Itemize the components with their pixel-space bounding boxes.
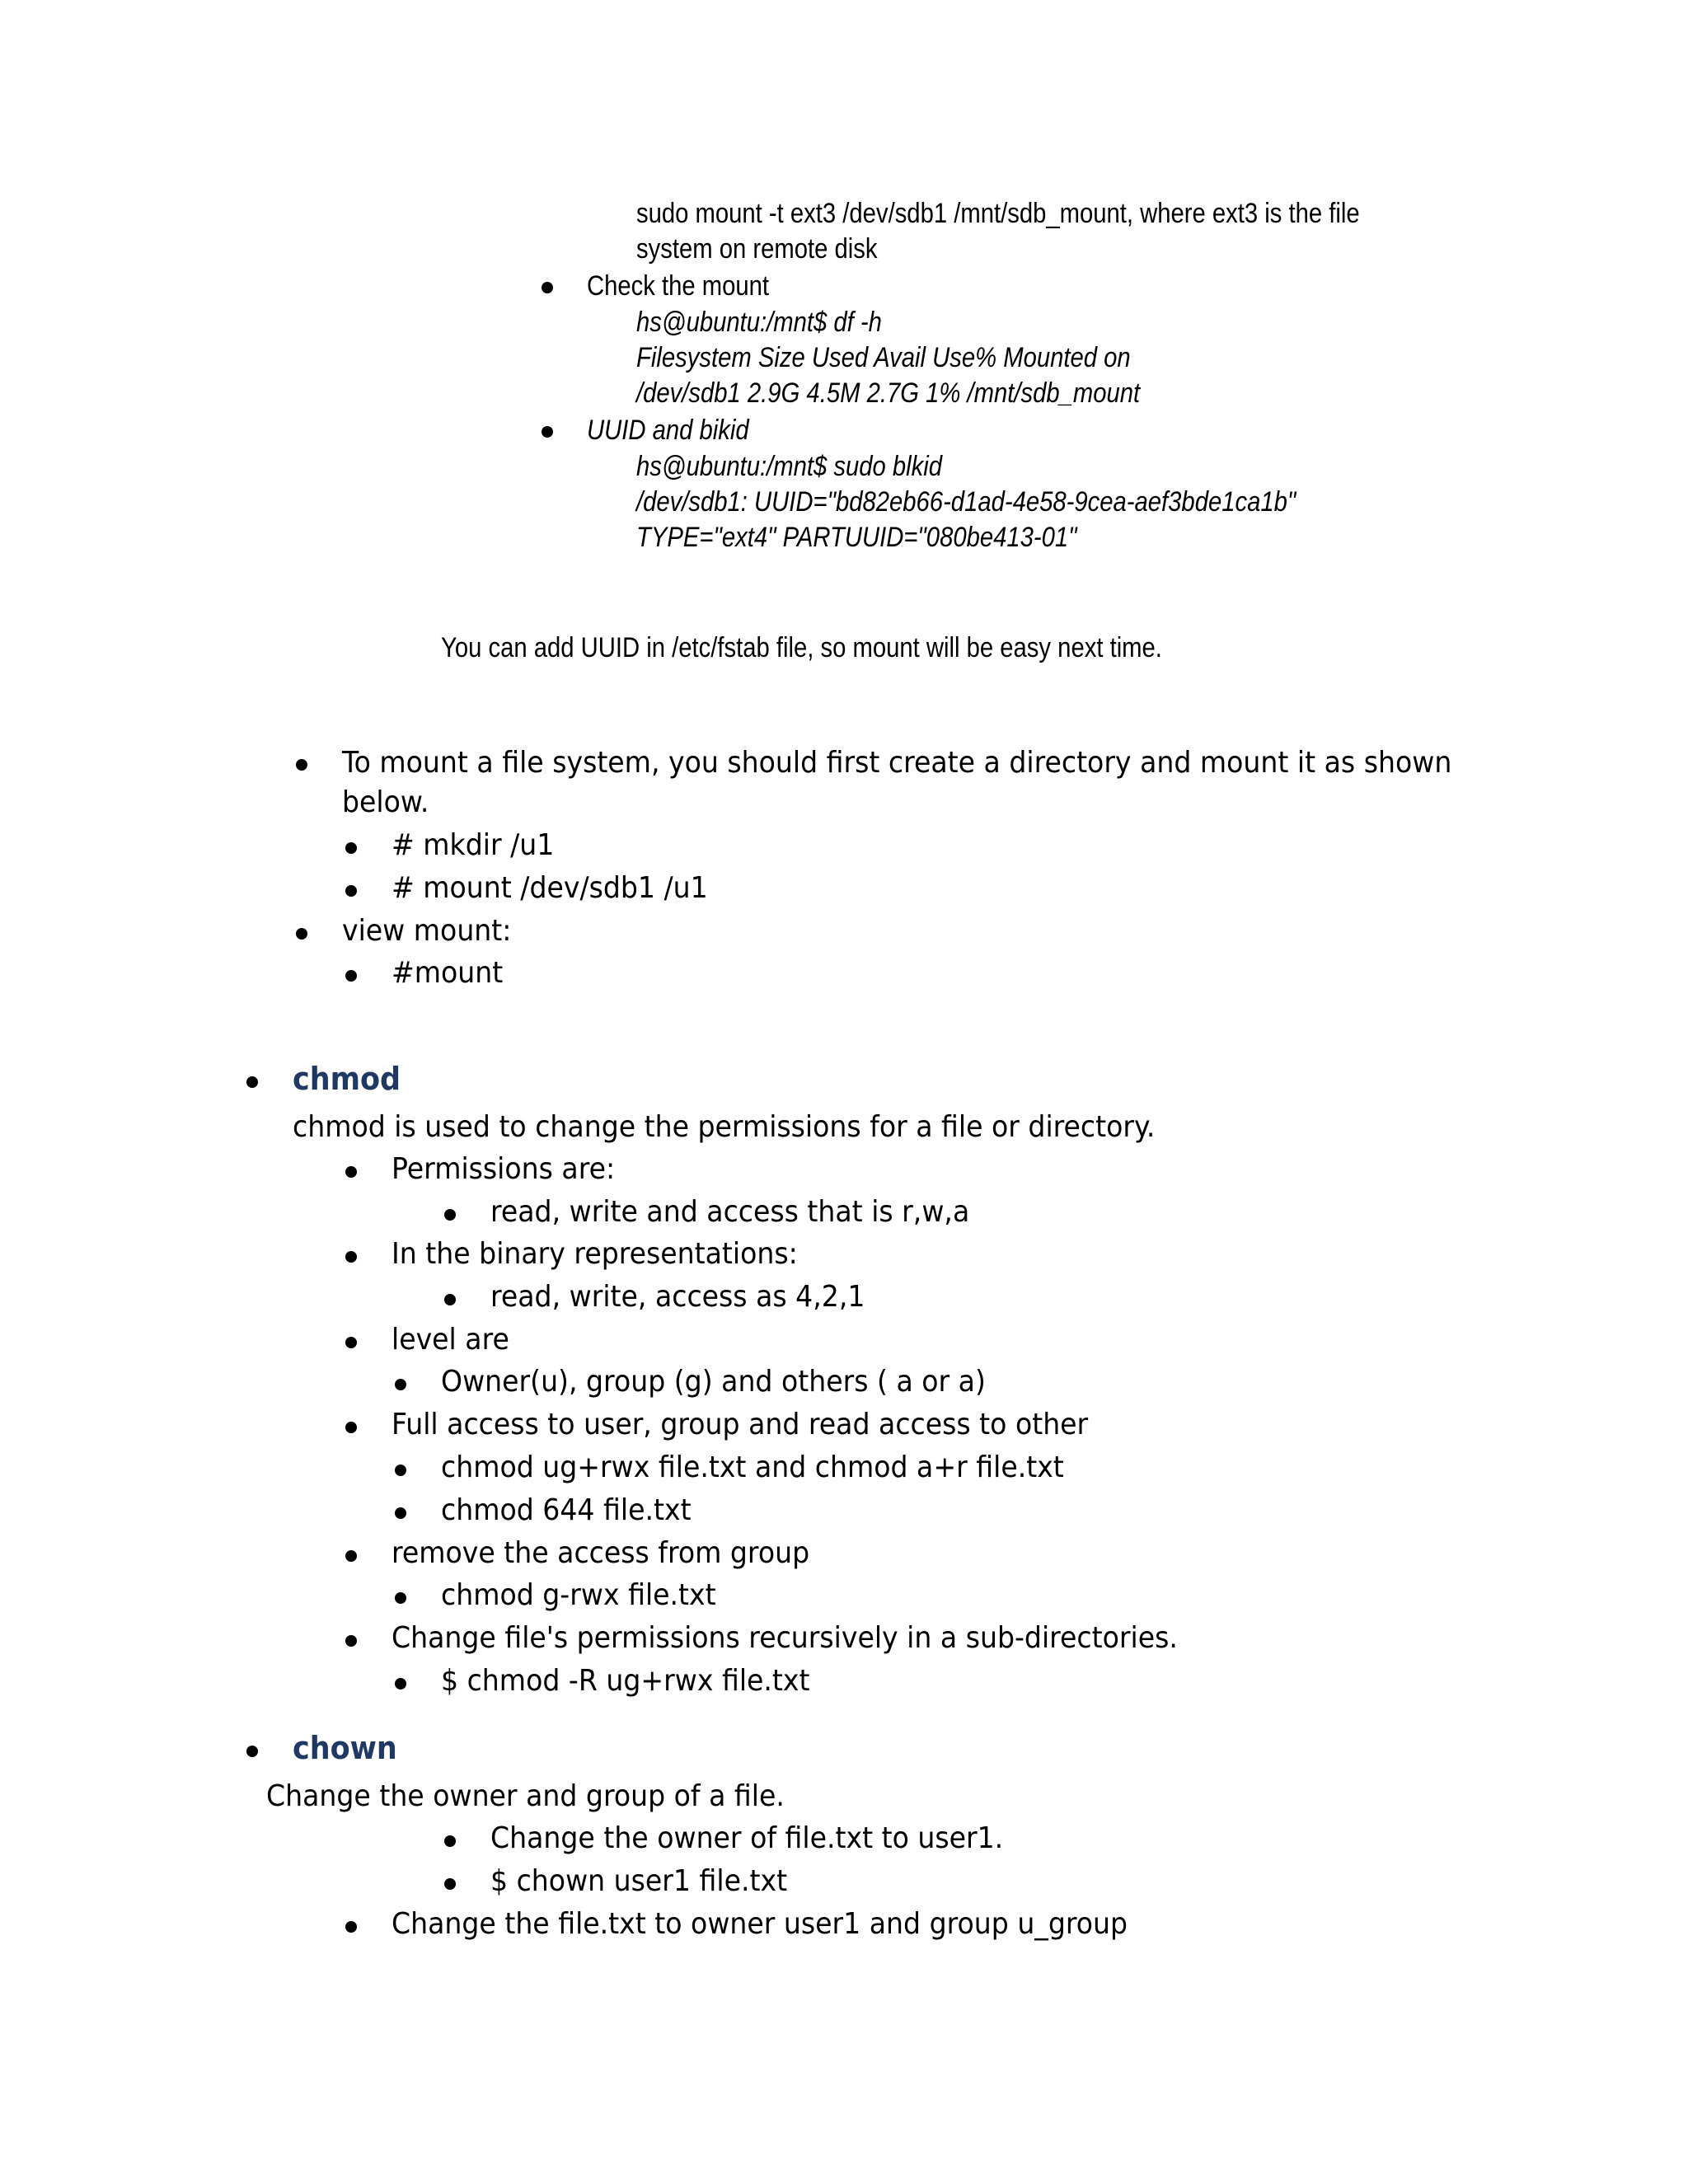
bullet-recursive-cmd (395, 1678, 406, 1690)
bullet-binary-value (444, 1294, 456, 1305)
chmod-description: chmod is used to change the permissions for a file or directory. (293, 1110, 1156, 1144)
chown-heading: chown (293, 1730, 397, 1766)
mount-cmd-line-2: system on remote disk (636, 233, 878, 265)
bullet-view-mount (296, 928, 307, 940)
view-mount-label: view mount: (342, 914, 512, 948)
remove-label: remove the access from group (392, 1536, 810, 1570)
bullet-chown (246, 1746, 258, 1757)
bullet-owner-cmd (444, 1878, 456, 1890)
bullet-full-access-cmd-1 (395, 1465, 406, 1476)
blkid-command: hs@ubuntu:/mnt$ sudo blkid (636, 451, 943, 482)
full-access-label: Full access to user, group and read access to other (392, 1408, 1089, 1441)
full-access-cmd-1: chmod ug+rwx file.txt and chmod a+r file.txt (441, 1451, 1064, 1484)
bullet-permissions-value (444, 1209, 456, 1221)
uuid-label: UUID and bikid (587, 415, 749, 446)
bullet-uuid (542, 426, 553, 438)
permissions-value: read, write and access that is r,w,a (490, 1195, 970, 1229)
bullet-view-cmd (345, 970, 357, 982)
mount-cmd-line-1: sudo mount -t ext3 /dev/sdb1 /mnt/sdb_mount, where ext3 is the file (636, 198, 1360, 229)
bullet-mkdir (345, 842, 357, 854)
chown-description: Change the owner and group of a file. (266, 1779, 785, 1813)
recursive-cmd: $ chmod -R ug+rwx file.txt (441, 1664, 810, 1698)
owner-label: Change the owner of file.txt to user1. (490, 1821, 1004, 1855)
bullet-mount-intro (296, 759, 307, 771)
remove-cmd: chmod g-rwx file.txt (441, 1578, 716, 1612)
blkid-output-2: TYPE="ext4" PARTUUID="080be413-01" (636, 522, 1077, 553)
owner-group-label: Change the file.txt to owner user1 and group u_group (392, 1907, 1128, 1941)
mount-intro-line-2: below. (342, 785, 429, 819)
permissions-label: Permissions are: (392, 1152, 616, 1186)
df-command: hs@ubuntu:/mnt$ df -h (636, 307, 882, 338)
bullet-chmod (246, 1076, 258, 1088)
binary-value: read, write, access as 4,2,1 (490, 1280, 865, 1314)
mkdir-command: # mkdir /u1 (392, 828, 555, 862)
bullet-owner (444, 1835, 456, 1847)
chmod-heading: chmod (293, 1061, 401, 1097)
level-label: level are (392, 1323, 509, 1357)
bullet-owner-group (345, 1921, 357, 1933)
bullet-remove (345, 1550, 357, 1562)
bullet-permissions (345, 1166, 357, 1178)
recursive-label: Change file's permissions recursively in a sub-directories. (392, 1621, 1178, 1655)
blkid-output-1: /dev/sdb1: UUID="bd82eb66-d1ad-4e58-9cea-aef3bde1ca1b" (636, 486, 1296, 518)
mount-intro-line-1: To mount a file system, you should first create a directory and mount it as shown (342, 746, 1452, 780)
bullet-level (345, 1337, 357, 1348)
binary-label: In the binary representations: (392, 1237, 798, 1271)
bullet-binary (345, 1251, 357, 1263)
full-access-cmd-2: chmod 644 file.txt (441, 1493, 692, 1527)
bullet-full-access (345, 1422, 357, 1433)
bullet-mount-cmd (345, 885, 357, 897)
level-value: Owner(u), group (g) and others ( a or a) (441, 1365, 986, 1399)
fstab-note: You can add UUID in /etc/fstab file, so mount will be easy next time. (441, 632, 1162, 663)
bullet-level-value (395, 1379, 406, 1390)
df-header: Filesystem Size Used Avail Use% Mounted on (636, 342, 1131, 373)
bullet-check-mount (542, 282, 553, 293)
bullet-recursive (345, 1635, 357, 1647)
df-row: /dev/sdb1 2.9G 4.5M 2.7G 1% /mnt/sdb_mount (636, 377, 1141, 409)
view-mount-command: #mount (392, 956, 504, 990)
owner-cmd: $ chown user1 file.txt (490, 1864, 788, 1898)
bullet-full-access-cmd-2 (395, 1507, 406, 1519)
check-mount-label: Check the mount (587, 270, 770, 302)
mount-command: # mount /dev/sdb1 /u1 (392, 871, 708, 905)
bullet-remove-cmd (395, 1592, 406, 1604)
